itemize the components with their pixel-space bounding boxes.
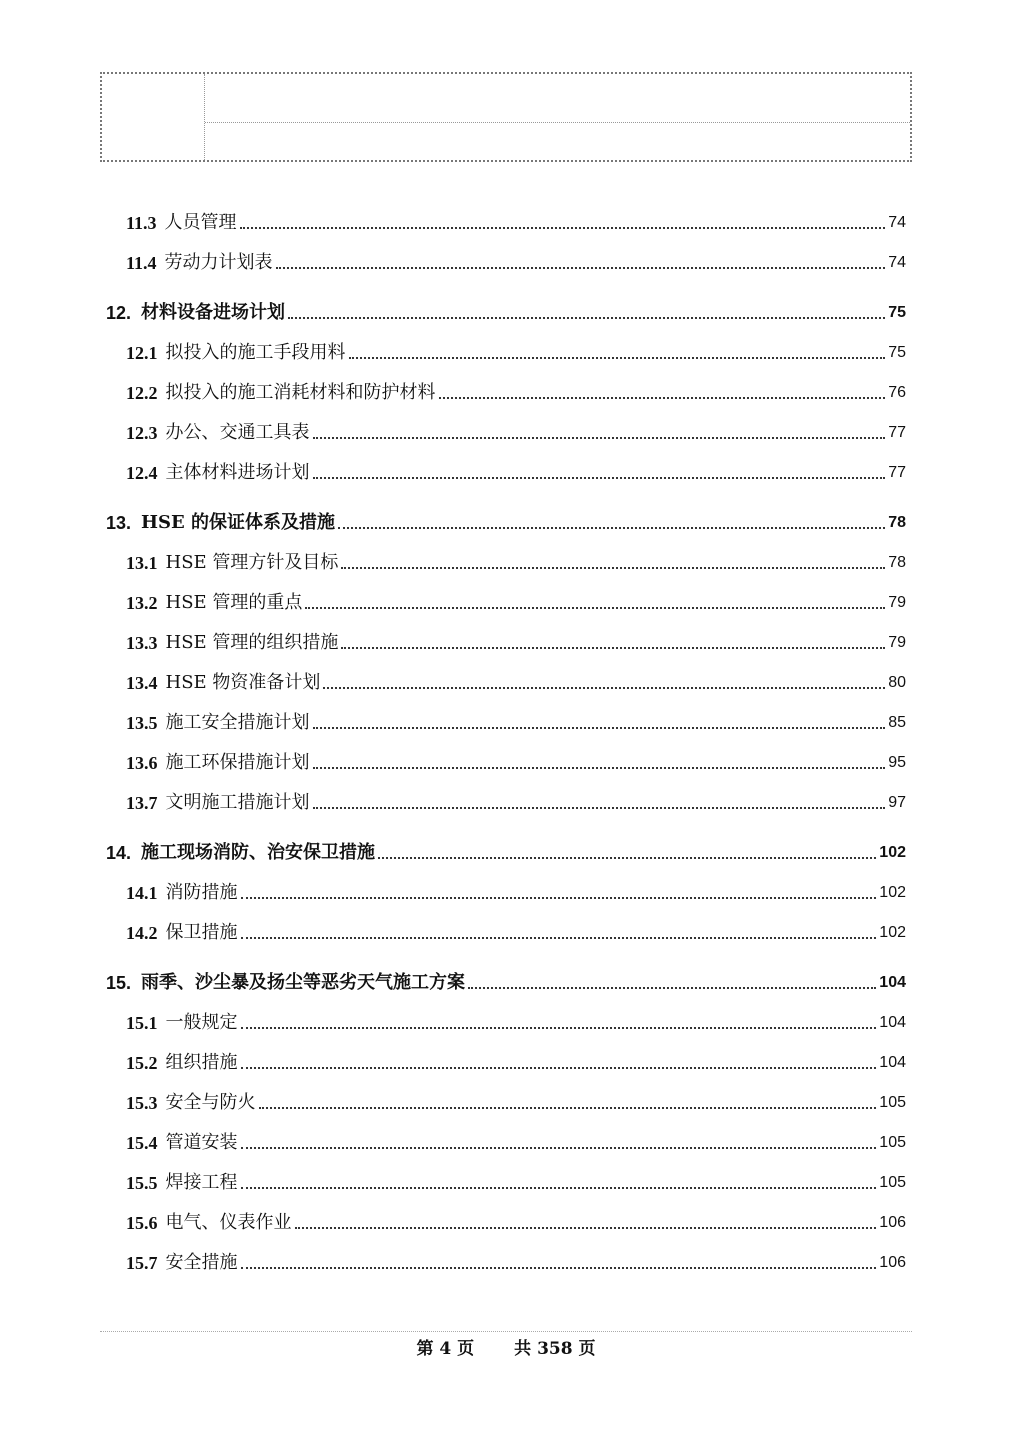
toc-entry-page-number: 77: [888, 424, 906, 441]
header-table: [100, 72, 912, 162]
toc-entry-page-number: 74: [888, 254, 906, 271]
toc-entry-title: 主体材料进场计划: [165, 462, 310, 483]
toc-entry-number: 13.7: [126, 793, 158, 813]
toc-dot-leader: [341, 647, 885, 649]
toc-section-entry[interactable]: [106, 404, 906, 444]
toc-entry-title: HSE 管理的组织措施: [165, 632, 339, 653]
toc-entry-page-number: 78: [888, 514, 906, 531]
toc-entry-number: 15.4: [126, 1133, 158, 1153]
toc-entry-number: 11.3: [126, 213, 157, 233]
toc-entry-page-number: 105: [879, 1094, 906, 1111]
toc-dot-leader: [338, 527, 885, 529]
toc-entry-title: 人员管理: [164, 212, 237, 233]
toc-chapter-entry[interactable]: [106, 954, 906, 994]
toc-entry-number: 15.7: [126, 1253, 158, 1273]
toc-section-entry[interactable]: [106, 1194, 906, 1234]
toc-entry-title: 拟投入的施工手段用料: [165, 342, 346, 363]
toc-entry-title: HSE 物资准备计划: [165, 672, 321, 693]
toc-entry-title: 安全措施: [165, 1252, 238, 1273]
toc-entry-title: 材料设备进场计划: [141, 302, 286, 323]
toc-dot-leader: [241, 1147, 877, 1149]
toc-entry-title: 安全与防火: [165, 1092, 256, 1113]
toc-dot-leader: [241, 1267, 877, 1269]
toc-entry-number: 14.2: [126, 923, 158, 943]
toc-entry-page-number: 79: [888, 594, 906, 611]
toc-entry-title: 管道安装: [165, 1132, 238, 1153]
toc-section-entry[interactable]: [106, 1154, 906, 1194]
toc-dot-leader: [349, 357, 886, 359]
toc-entry-page-number: 105: [879, 1174, 906, 1191]
toc-entry-number: 13.6: [126, 753, 158, 773]
toc-entry-title: 消防措施: [165, 882, 238, 903]
toc-section-entry[interactable]: [106, 194, 906, 234]
toc-entry-page-number: 102: [879, 844, 906, 861]
toc-section-entry[interactable]: [106, 694, 906, 734]
current-page-label: 第 4 页: [416, 1339, 475, 1359]
toc-dot-leader: [341, 567, 885, 569]
toc-section-entry[interactable]: [106, 774, 906, 814]
toc-section-entry[interactable]: [106, 324, 906, 364]
toc-dot-leader: [276, 267, 886, 269]
header-cell-bottom: [205, 123, 910, 160]
toc-entry-number: 13.2: [126, 593, 158, 613]
toc-chapter-entry[interactable]: [106, 824, 906, 864]
toc-section-entry[interactable]: [106, 994, 906, 1034]
toc-entry-number: 15.3: [126, 1093, 158, 1113]
toc-entry-title: 劳动力计划表: [164, 252, 273, 273]
toc-entry-page-number: 85: [888, 714, 906, 731]
toc-section-entry[interactable]: [106, 734, 906, 774]
toc-entry-page-number: 76: [888, 384, 906, 401]
toc-entry-number: 11.4: [126, 253, 157, 273]
toc-section-entry[interactable]: [106, 234, 906, 274]
toc-entry-title: HSE 管理方针及目标: [165, 552, 339, 573]
toc-entry-number: 12.2: [126, 383, 158, 403]
toc-entry-page-number: 95: [888, 754, 906, 771]
toc-entry-number: 13.4: [126, 673, 158, 693]
toc-entry-page-number: 75: [888, 304, 906, 321]
toc-chapter-entry[interactable]: [106, 284, 906, 324]
toc-section-entry[interactable]: [106, 444, 906, 484]
toc-section-entry[interactable]: [106, 574, 906, 614]
toc-section-entry[interactable]: [106, 1034, 906, 1074]
toc-entry-page-number: 104: [879, 974, 906, 991]
page-footer: [0, 1334, 1012, 1359]
toc-entry-title: 拟投入的施工消耗材料和防护材料: [165, 382, 436, 403]
toc-entry-number: 15.5: [126, 1173, 158, 1193]
toc-entry-title: 雨季、沙尘暴及扬尘等恶劣天气施工方案: [141, 972, 466, 993]
toc-section-entry[interactable]: [106, 1234, 906, 1274]
toc-entry-number: 13.5: [126, 713, 158, 733]
toc-section-entry[interactable]: [106, 654, 906, 694]
toc-entry-title: 焊接工程: [165, 1172, 238, 1193]
toc-entry-page-number: 106: [879, 1214, 906, 1231]
toc-entry-number: 14.: [106, 843, 132, 863]
toc-entry-title: 办公、交通工具表: [165, 422, 310, 443]
toc-dot-leader: [241, 1187, 877, 1189]
toc-entry-number: 13.1: [126, 553, 158, 573]
toc-entry-page-number: 102: [879, 884, 906, 901]
toc-entry-number: 13.: [106, 513, 132, 533]
toc-dot-leader: [241, 1027, 877, 1029]
toc-entry-title: 施工环保措施计划: [165, 752, 310, 773]
toc-dot-leader: [241, 897, 877, 899]
toc-entry-title: HSE 管理的重点: [165, 592, 303, 613]
toc-entry-page-number: 106: [879, 1254, 906, 1271]
toc-entry-page-number: 74: [888, 214, 906, 231]
toc-entry-number: 15.6: [126, 1213, 158, 1233]
toc-entry-page-number: 104: [879, 1014, 906, 1031]
toc-entry-number: 12.1: [126, 343, 158, 363]
table-of-contents: [106, 194, 906, 1274]
toc-section-entry[interactable]: [106, 1114, 906, 1154]
toc-entry-number: 15.2: [126, 1053, 158, 1073]
toc-dot-leader: [305, 607, 885, 609]
header-cell-top: [205, 74, 910, 123]
toc-dot-leader: [259, 1107, 877, 1109]
toc-entry-page-number: 78: [888, 554, 906, 571]
total-pages-label: 共 358 页: [514, 1339, 596, 1359]
toc-entry-number: 12.3: [126, 423, 158, 443]
footer-divider: [100, 1331, 912, 1332]
header-logo-cell: [102, 74, 205, 160]
toc-dot-leader: [313, 807, 886, 809]
toc-section-entry[interactable]: [106, 614, 906, 654]
toc-dot-leader: [323, 687, 885, 689]
toc-dot-leader: [295, 1227, 877, 1229]
toc-entry-title: 保卫措施: [165, 922, 238, 943]
toc-entry-number: 12.4: [126, 463, 158, 483]
toc-entry-page-number: 97: [888, 794, 906, 811]
toc-entry-number: 15.1: [126, 1013, 158, 1033]
toc-entry-page-number: 105: [879, 1134, 906, 1151]
toc-entry-title: 施工现场消防、治安保卫措施: [141, 842, 376, 863]
toc-dot-leader: [313, 727, 886, 729]
toc-entry-number: 15.: [106, 973, 132, 993]
toc-entry-title: HSE 的保证体系及措施: [141, 512, 336, 533]
toc-dot-leader: [378, 857, 876, 859]
toc-section-entry[interactable]: [106, 534, 906, 574]
toc-entry-title: 文明施工措施计划: [165, 792, 310, 813]
toc-section-entry[interactable]: [106, 904, 906, 944]
toc-entry-page-number: 102: [879, 924, 906, 941]
toc-dot-leader: [240, 227, 886, 229]
toc-entry-title: 一般规定: [165, 1012, 238, 1033]
toc-dot-leader: [468, 987, 876, 989]
toc-dot-leader: [439, 397, 886, 399]
toc-dot-leader: [241, 937, 877, 939]
toc-dot-leader: [313, 437, 886, 439]
toc-entry-title: 组织措施: [165, 1052, 238, 1073]
toc-chapter-entry[interactable]: [106, 494, 906, 534]
toc-entry-number: 12.: [106, 303, 132, 323]
toc-dot-leader: [313, 477, 886, 479]
toc-entry-number: 13.3: [126, 633, 158, 653]
toc-section-entry[interactable]: [106, 1074, 906, 1114]
toc-entry-page-number: 77: [888, 464, 906, 481]
toc-entry-title: 施工安全措施计划: [165, 712, 310, 733]
toc-section-entry[interactable]: [106, 364, 906, 404]
toc-entry-page-number: 80: [888, 674, 906, 691]
toc-entry-number: 14.1: [126, 883, 158, 903]
toc-dot-leader: [288, 317, 885, 319]
toc-entry-title: 电气、仪表作业: [165, 1212, 292, 1233]
toc-entry-page-number: 75: [888, 344, 906, 361]
toc-section-entry[interactable]: [106, 864, 906, 904]
toc-dot-leader: [241, 1067, 877, 1069]
toc-dot-leader: [313, 767, 886, 769]
toc-entry-page-number: 79: [888, 634, 906, 651]
toc-entry-page-number: 104: [879, 1054, 906, 1071]
